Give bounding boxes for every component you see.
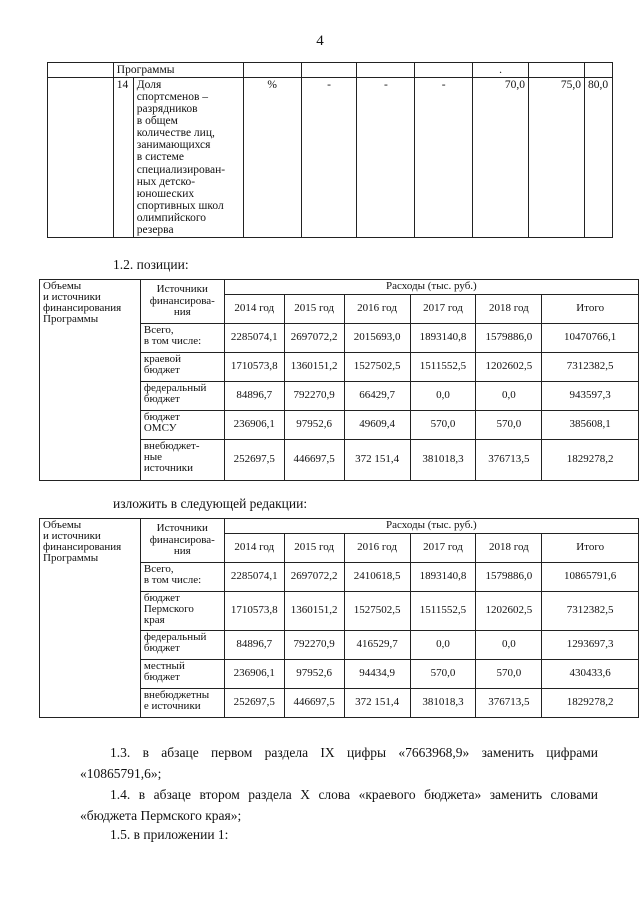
indicator-name-line: количестве лиц, (136, 127, 215, 140)
table-row: бюджет ОМСУ 236906,1 97952,6 49609,4 570,0 570,0 385608,1 (40, 410, 639, 439)
indicator-name-line: юношеских (136, 187, 195, 200)
table-row (40, 519, 639, 534)
table-row: местный бюджет 236906,1 97952,6 94434,9 570,0 570,0 430433,6 (40, 659, 639, 688)
indicator-name (133, 78, 243, 238)
indicator-name-line: резерва (136, 223, 174, 236)
sources-header: Источники финансирова-ния (140, 519, 224, 563)
finance-label: Объемы и источники финансирования Программы (40, 280, 141, 481)
indicator-name-line: ных детско- (136, 175, 196, 188)
indicator-name-line: разрядников (136, 103, 198, 116)
programs-cell: Программы (113, 63, 243, 78)
table-row: 2014 год 2015 год 2016 год 2017 год 2018 год Итого (40, 533, 639, 562)
indicators-table-fragment (47, 62, 613, 238)
table-row: внебюджетны е источники 252697,5 446697,5 372 151,4 381018,3 376713,5 1829278,2 (40, 688, 639, 717)
item-1-3: 1.3. в абзаце первом раздела IX цифры «7663968,9» заменить цифрами «10865791,6»; (80, 745, 598, 781)
indicator-name-line: в общем (136, 115, 178, 128)
page-number: 4 (316, 33, 324, 49)
row-number: 14 (113, 78, 133, 238)
finance-label: Объемы и источники финансирования Программы (40, 519, 141, 718)
table-row: Программы . (48, 63, 613, 78)
table-row: внебюджет- ные источники 252697,5 446697,5 372 151,4 381018,3 376713,5 1829278,2 (40, 439, 639, 480)
finance-table-new (39, 518, 639, 718)
item-1-5: 1.5. в приложении 1: (110, 827, 229, 842)
indicator-name-line: специализирован- (136, 163, 226, 176)
table-row: бюджет Пермского края 1710573,8 1360151,2 1527502,5 1511552,5 1202602,5 7312382,5 (40, 591, 639, 630)
finance-table-old (39, 279, 639, 481)
indicator-name-line: Доля (136, 79, 162, 92)
table-row: Всего, в том числе: 2285074,1 2697072,2 2015693,0 1893140,8 1579886,0 10470766,1 (40, 323, 639, 352)
table-row: федеральный бюджет 84896,7 792270,9 66429,7 0,0 0,0 943597,3 (40, 381, 639, 410)
table-row: федеральный бюджет 84896,7 792270,9 416529,7 0,0 0,0 1293697,3 (40, 630, 639, 659)
table-row: 2014 год 2015 год 2016 год 2017 год 2018 год Итого (40, 294, 639, 323)
expenses-header: Расходы (тыс. руб.) (224, 280, 638, 295)
indicator-name-line: спортивных школ (136, 199, 224, 212)
table-row: Всего, в том числе: 2285074,1 2697072,2 2410618,5 1893140,8 1579886,0 10865791,6 (40, 562, 639, 591)
indicator-name-line: олимпийского (136, 211, 207, 224)
table-row: 14 Доля спортсменов – разрядников в общем количестве лиц, занимающихся в системе специализирован- ных детско- юношеских спортивных школ олимпийского резерва % - - - 70,0 75,0 80,0 (48, 78, 613, 238)
paragraph-redaction: изложить в следующей редакции: (113, 496, 308, 511)
table-row: краевой бюджет 1710573,8 1360151,2 1527502,5 1511552,5 1202602,5 7312382,5 (40, 352, 639, 381)
item-1-4: 1.4. в абзаце втором раздела X слова «краевого бюджета» заменить словами «бюджета Пермского края»; (80, 787, 598, 823)
indicator-name-line: занимающихся (136, 139, 211, 152)
indicator-name-line: спортсменов – (136, 91, 208, 104)
paragraph-1-2: 1.2. позиции: (113, 257, 189, 272)
unit-cell: % (243, 78, 301, 238)
expenses-header: Расходы (тыс. руб.) (224, 519, 638, 534)
sources-header: Источники финансирова-ния (140, 280, 224, 324)
indicator-name-line: в системе (136, 151, 184, 164)
table-row (40, 280, 639, 295)
